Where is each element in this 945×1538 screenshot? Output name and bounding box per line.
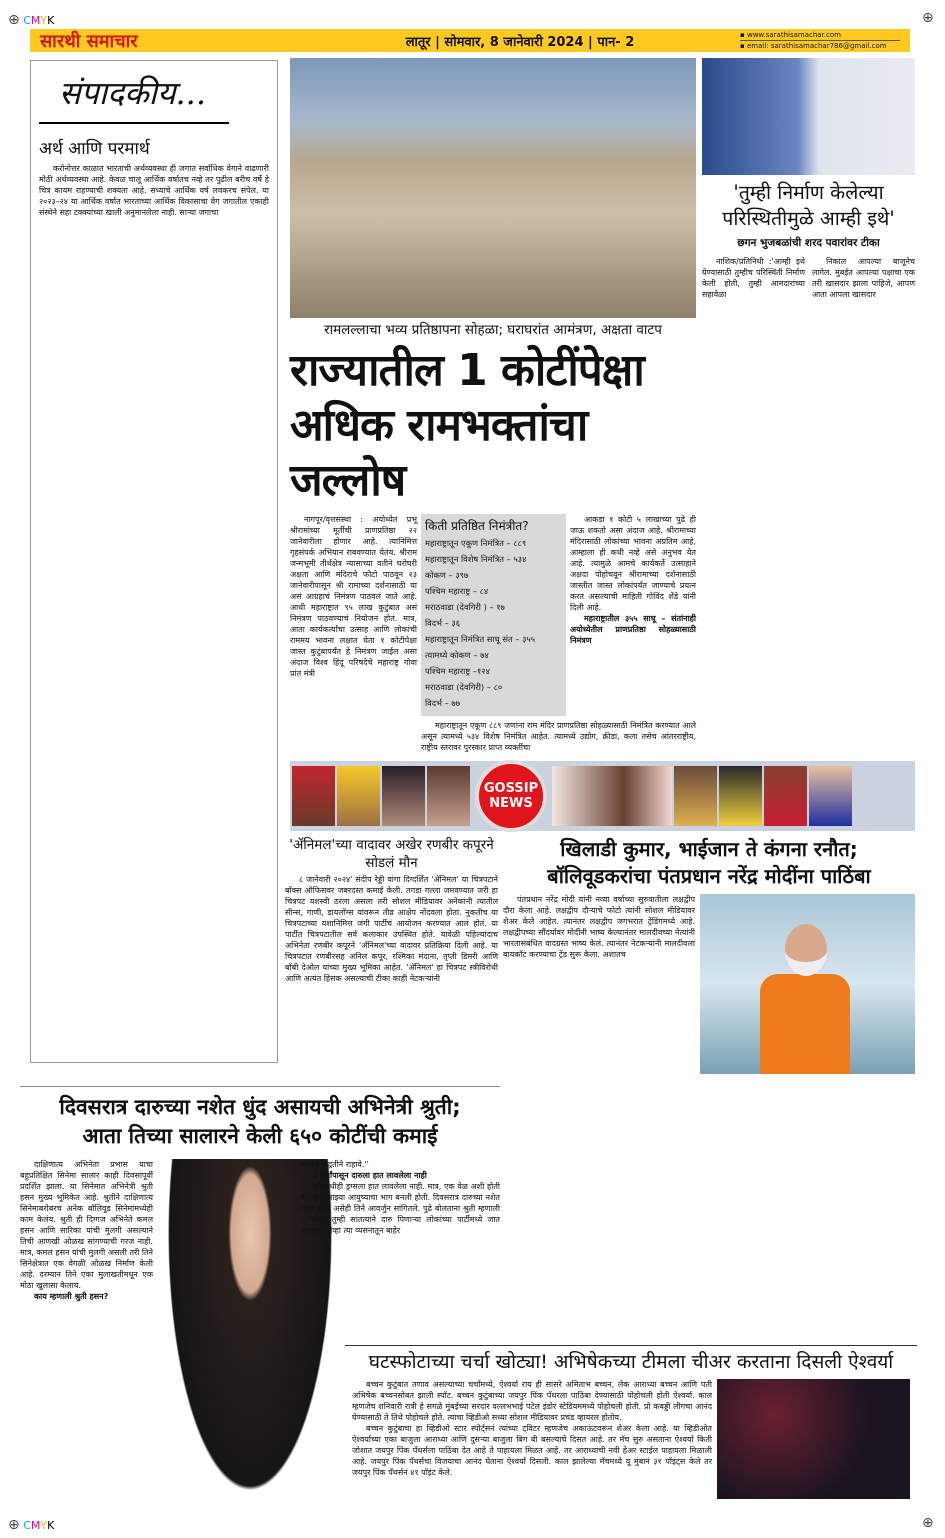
shruti-paragraph: मी कधीही ड्रग्सला हात लावलेला नाही. मात्र, एक वेळ अशी होती की, दारु माझ्या आयुष्याचा भाग बनली होती. दिवसरात्र दारुच्या नशेत राहत होते, असेही तिने आवर्जुन सांगितले. पुढे बोलताना श्रुती म्हणाली , ''जेव्हा तुम्ही सातत्याने दारु पिणाऱ्या लोकांच्या पार्टीमध्ये जात असतात, तेव्हा त्या व्यसनातून बाहेर [300, 1182, 500, 1235]
invitees-list [425, 535, 562, 711]
khiladi-content [503, 894, 915, 1074]
politics-column-2 [812, 256, 915, 300]
lead-right-area [421, 514, 696, 753]
cmyk-y: Y [40, 14, 48, 27]
cmyk-c: C [23, 14, 31, 27]
cmyk-mark-top [8, 12, 54, 28]
khiladi-headline [503, 836, 915, 890]
lead-column-1 [290, 514, 417, 753]
gossip-news-badge [475, 760, 547, 832]
shruti-quote-end: असाच पद्धतीने राहावे.'' [300, 1160, 369, 1169]
dateline: लातूर | सोमवार, 8 जानेवारी 2024 | पान- 2 [405, 34, 635, 50]
aishwarya-stadium-photo [717, 1379, 910, 1499]
shruti-paragraph: दाक्षिणात्य अभिनेता प्रभास याचा बहुप्रतिक्षित सिनेमा सालार काही दिवसांपूर्वी प्रदर्शित झाला. या सिनेमात अभिनेत्री श्रुती हसन मुख्य भूमिकेत आहे. श्रुतीने दाक्षिणात्य सिनेमाबरोबरच अनेक बॉलिवूड सिनेमांमध्येही काम केलंय. श्रुती ही दिग्गज अभिनेते कमल हसन आणि सारिका यांची मुलगी असल्याने तिची आणखी ओळख सांगण्याची गरज नाही. मात्र, कमल हसन यांची मुलगी असली तरी तिने सिनेक्षेत्रात एक वेगळी ओळख निर्माण केली आहे. दरम्यान तिने एका मुलाखतीमधून एक मोठा खुलासा केलाय. [20, 1160, 153, 1290]
lead-subhead: महाराष्ट्रातील ३५५ साधू – संतांनाही अयोध्येतील प्राणप्रतिष्ठा सोहळ्यासाठी निमंत्रण [570, 614, 696, 645]
headline-line: दिवसरात्र दारुच्या नशेत धुंद असायची अभिनेत्री श्रुती; [59, 1095, 461, 1119]
invitee-count-item: विदर्भ – ३६ [425, 618, 461, 628]
ranbir-body [285, 874, 498, 984]
invitee-count-item: कोकण – ३९७ [425, 570, 469, 580]
khiladi-story [503, 836, 915, 1074]
actress-photo [337, 766, 380, 826]
politics-columns [702, 256, 915, 300]
politics-paragraph: निकाल आपल्या बाजूनेच लागेल. मुंबईत आपल्या पक्षाचा एक तरी खासदार झाला पाहिजे, आपण आता आपला खासदार [812, 257, 915, 299]
whispering-women-photo [552, 766, 672, 826]
lead-paragraph: नागपूर/वृत्तसंस्था : अयोध्येत प्रभू श्रीरामांच्या मूर्तीची प्राणप्रतिष्ठा २२ जानेवारीला होणार आहे. त्यानिमित्त गृहसंपर्क अभियान राबवण्यात येतंय. श्रीराम जन्मभूमी तीर्थक्षेत्र न्यासाच्या वतीने घरोघरी अक्षता आणि मंदिराचे फोटो पाठवून २३ जानेवारीपासून श्री रामाच्या दर्शनासाठी या असं आग्रहाचं निमंत्रण पाठवलं जाते आहे. आधी महाराष्ट्रात ९५ लाख कुटुंबात असं निमंत्रण पाठवण्याचं नियोजन होतं. मात्र, आता कार्यकर्त्यांचा उत्साह आणि लोकांची राममय भावना लक्षात घेता १ कोटीपेक्षा जास्त कुटुंबापर्यंत हे निमंत्रण जाईल असा अंदाज विश्व हिंदू परिषदेचे महाराष्ट्र गोवा प्रांत मंत्री [290, 515, 417, 678]
newspaper-title: सारथी समाचार [40, 30, 138, 52]
lead-headline-line: राज्यातील 1 कोटींपेक्षा [290, 345, 644, 396]
cmyk-y: Y [40, 1519, 48, 1532]
cmyk-mark-bottom [8, 1517, 54, 1533]
aishwarya-content [345, 1379, 917, 1499]
section-heading: संपादकीय... [39, 67, 229, 124]
invitee-count-item: पश्चिम महाराष्ट्र – ८४ [425, 586, 489, 596]
lead-column-3 [570, 514, 696, 646]
aishwarya-paragraph: बच्चन कुटुंबाचा हा व्हिडीओ स्टार स्पोर्ट्सनं त्यांच्या ट्विटर म्हणजेच अकाऊंटवरून शेअर केला आहे. या व्हिडीओत ऐश्वर्याच्या एका बाजुला आराध्या आणि दुसऱ्या बाजुला बिग बी बसल्याचे दिसत आहे. तर मॅच सुरु असताना ऐश्वर्या किती जोशात जयपुर पिंक पँथर्सला पाठिंबा देत आहे ते पाहायला मिळत आहे. तर आराध्याची नवी हेअर स्टाईल पाहायला मिळाली आहे. जयपुर पिंक पँथर्सचा विजयाचा आनंद घेताना ऐश्वर्या दिसली. काल झालेल्या मॅचमध्ये यू मुंबानं ३१ पॉइंट्स केले तर जयपुर पिंक पँथर्सनं ४१ पॉइंट केले. [352, 1424, 712, 1477]
invitees-box-title: किती प्रतिष्ठित निमंत्रीत? [425, 519, 529, 533]
cmyk-k: K [47, 14, 55, 27]
gossip-banner [290, 761, 915, 831]
invitee-count-item: महाराष्ट्रातून निमंत्रित साधू संत – ३५५ [425, 634, 536, 644]
website-link[interactable]: ▪ www.sarathisamachar.com [740, 30, 900, 41]
lead-box-row [421, 514, 696, 716]
ram-temple-photo [290, 58, 696, 318]
masthead [30, 29, 910, 52]
cmyk-c: C [23, 1519, 31, 1532]
ranbir-story [285, 836, 498, 1074]
invitee-count-item: मराठवाडा (देवगिरी) – ८० [425, 682, 503, 692]
lead-body [290, 514, 696, 753]
politics-subhead: छगन भुजबळांची शरद पवारांवर टीका [737, 237, 880, 249]
middle-stories-row [285, 836, 915, 1074]
lead-headline [290, 343, 696, 508]
actress-photo [719, 766, 762, 826]
invitee-count-item: पश्चिम महाराष्ट्र –१२४ [425, 666, 490, 676]
editorial-title: अर्थ आणि परमार्थ [39, 139, 150, 159]
shruti-headline [20, 1093, 500, 1151]
lead-story [290, 58, 696, 753]
ranbir-headline: 'ॲनिमल'च्या वादावर अखेर रणबीर कपूरने सोडलं मौन [289, 837, 494, 871]
headline-line: बॉलिवूडकरांचा पंतप्रधान नरेंद्र मोदींना पाठिंबा [547, 864, 871, 888]
politics-headline: 'तुम्ही निर्माण केलेल्या परिस्थितीमुळे आम्ही इथे' [722, 181, 895, 230]
actress-photo [382, 766, 425, 826]
editorial-column [30, 60, 278, 1063]
actress-photo [674, 766, 717, 826]
top-stories-row [290, 58, 915, 753]
lead-paragraph: महाराष्ट्रातून एकूण ८८९ जणांना राम मंदिर प्राणप्रतिष्ठा सोहळ्यासाठी निमंत्रित करण्यात आले असून त्यामध्ये ५३४ विशेष निमंत्रित आहेत. त्यामध्ये उद्योग, क्रीडा, कला तसेच आंतरराष्ट्रीय, राष्ट्रीय स्तरावर पुरस्कार प्राप्त व्यक्तींचा [421, 721, 696, 752]
cmyk-k: K [47, 1519, 55, 1532]
lead-column-bottom [421, 720, 696, 753]
cmyk-m: M [30, 1519, 41, 1532]
cmyk-m: M [30, 14, 41, 27]
aishwarya-body [345, 1379, 712, 1478]
invitee-count-item: महाराष्ट्रातून विशेष निमंत्रित – ५३४ [425, 554, 527, 564]
headline-line: आता तिच्या सालारने केली ६५० कोटींची कमाई [82, 1124, 438, 1148]
shruti-subhead: काय म्हणाली श्रुती हसन? [34, 1292, 109, 1301]
lead-paragraph: आकडा १ कोटी ५ लाखाच्या पुढे ही जाऊ शकतो असा अंदाज आहे. श्रीरामाच्या मंदिरासाठी लोकांच्या भावना अप्रतिम आहे, आम्हाला ही कधी नव्हे असे अनुभव येत आहे. त्यामुळे आमचे कार्यकर्ते उत्साहाने अक्षदा पोहोचवून श्रीरामाच्या दर्शनासाठी जास्तीत जास्त लोकांपर्यंत जाण्याचे प्रयत्न करत असल्याची माहिती गोविंद शेंडे यांनी दिली आहे. [570, 515, 696, 612]
khiladi-body [503, 894, 695, 960]
aishwarya-story [345, 1345, 917, 1499]
aishwarya-paragraph: बच्चन कुटुंबात तणाव असल्याच्या चर्चांमध्ये, ऐश्वर्या राय ही सासरे अमिताभ बच्चन, लेक आराध्या बच्चन आणि पती अभिषेक बच्चनसोबत झाली स्पॉट. बच्चन कुटुंबाच्या जयपुर पिंक पँथरला पाठिंबा देण्यासाठी पोहोचली होती ऐश्वर्या. काल म्हणजेच शनिवारी रात्री हे सगळे मुंबईच्या सरदार वल्लभभाई पटेल इंडोर स्टेडियममध्ये पोहोचली होती. प्रो कबड्डी लीगचा आनंद घेण्यासाठी ते तिथे पोहोचले होते. त्याचा व्हिडीओ सध्या सोशल मीडियावर प्रचंड व्हायरल होतोय. [352, 1380, 712, 1422]
lead-headline-line: अधिक रामभक्तांचा जल्लोष [290, 400, 588, 506]
invitee-count-item: विदर्भ – ७७ [425, 698, 461, 708]
actress-photo [764, 766, 807, 826]
registration-mark-icon: ⊕ [8, 12, 20, 28]
website-text: www.sarathisamachar.com [746, 31, 842, 39]
actress-photo [809, 766, 852, 826]
politics-column-1 [702, 256, 805, 300]
upper-news-region [285, 58, 915, 1074]
registration-mark-icon: ⊕ [922, 10, 934, 26]
registration-mark-icon: ⊕ [8, 1517, 20, 1533]
headline-line: खिलाडी कुमार, भाईजान ते कंगना रनौत; [560, 837, 858, 861]
invitee-count-item: मराठवाडा (देवगिरी ) – १७ [425, 602, 505, 612]
contact-info [740, 30, 900, 51]
politics-paragraph: नाशिक/प्रतिनिधी :'आम्ही इथे येण्यासाठी तुम्हीच परिस्थिती निर्माण केली होती, तुम्ही आमदारांच्या सहावेळा [702, 257, 805, 299]
email-text: email: sarathisamachar786@gmail.com [746, 42, 887, 50]
email-link[interactable]: ▪ email: sarathisamachar786@gmail.com [740, 42, 887, 50]
aishwarya-headline: घटस्फोटाच्या चर्चा खोट्या! अभिषेकच्या टीमला चीअर करताना दिसली ऐश्वर्या [368, 1351, 894, 1373]
ranbir-paragraph: ८ जानेवारी २०२४' संदीप रेड्डी वांगा दिग्दर्शित 'ॲनिमल' या चित्रपटाने बॉक्स ऑफिसवर जबरदस्त कमाई केली. तगडा गल्ला जमवण्यात जरी हा चित्रपट यशस्वी ठरला असला तरी सोशल मीडियावर अनेकांनी त्यातील सीन्स, गाणी, डायलॉग्स यांवरून तीव्र आक्षेप नोंदवला होता. नुकतीच या चित्रपटाच्या यशानिमित्त जंगी पार्टीचं आयोजन करण्यात आलं होतं. या पार्टीत चित्रपटातील सर्व कलाकार उपस्थित होते. यावेळी पहिल्यांदाच अभिनेता रणबीर कपूरने 'ॲनिमल'च्या वादावर प्रतिक्रिया दिली आहे. या चित्रपटात रणबीरसह अनिल कपूर, रश्मिका मंदाना, तृप्ती डिमरी आणि बॉबी देओल यांच्या मुख्य भूमिका आहेत. 'ॲनिमल' हा चित्रपट स्त्रीविरोधी आणि अत्यंत हिंसक असल्याची टीका काही नेटकऱ्यांनी [285, 875, 498, 983]
invitees-box [421, 514, 566, 716]
actress-photo [427, 766, 470, 826]
shruti-subhead: ८ वर्षांपासून दारुला हात लावलेला नाही [314, 1171, 427, 1180]
invitee-count-item: महाराष्ट्रातून एकूण निमंत्रित – ८८९ [425, 538, 527, 548]
politics-story [702, 58, 915, 300]
badge-text: GOSSIP [483, 781, 539, 796]
modi-lakshadweep-photo [700, 894, 915, 1074]
editorial-paragraph: करोनोत्तर काळात भारताची अर्थव्यवस्था ही जगात सर्वाधिक वेगाने वाढणारी मोठी अर्थव्यवस्था आहे. केवळ चालू आर्थिक वर्षातच नव्हे तर पुढील बरीच वर्षे हे चित्र कायम राहण्याची शक्यता आहे. सध्याचे आर्थिक वर्ष लवकरच संपेल. या २०२३–२४ या आर्थिक वर्षात भारताच्या आर्थिक विकासाचा वेग जगातील एकाही संस्थेने सहा टक्क्यांच्या खाली अनुमानलेला नाही. साऱ्या जगाचा [39, 164, 269, 217]
shruti-column-2 [300, 1159, 500, 1236]
invitee-count-item: त्यामध्ये कोकण – ७४ [425, 650, 489, 660]
shruti-column-1 [20, 1159, 153, 1302]
khiladi-paragraph: पंतप्रधान नरेंद्र मोदी यांनी नव्या वर्षाच्या सुरुवातीला लक्षद्वीप दौरा केला आहे. लक्षद्वीप दौऱ्याचे फोटो त्यांनी सोशल मीडियावर शेअर केले आहेत. त्यानंतर लक्षद्वीप जगभरात ट्रेंडिंगमध्ये आहे. लक्षद्वीपच्या सौंदर्यावर मोदींनी भाष्य केल्यानंतर मालदीवच्या नेत्यांनी भारतासंबंधित वादग्रस्त भाष्य केलं. त्यानंतर नेटकऱ्यांनी मालदीवला बायकॉट करण्याचा ट्रेंड सुरू केला. अशातच [503, 895, 695, 959]
politicians-photo [702, 58, 915, 175]
registration-mark-icon: ⊕ [922, 1515, 934, 1531]
actress-photo [292, 766, 335, 826]
photo-caption: रामलल्लाचा भव्य प्रतिष्ठापना सोहळा; घराघरांत आमंत्रण, अक्षता वाटप [324, 322, 662, 338]
editorial-body [39, 163, 269, 218]
badge-text: NEWS [489, 796, 533, 811]
